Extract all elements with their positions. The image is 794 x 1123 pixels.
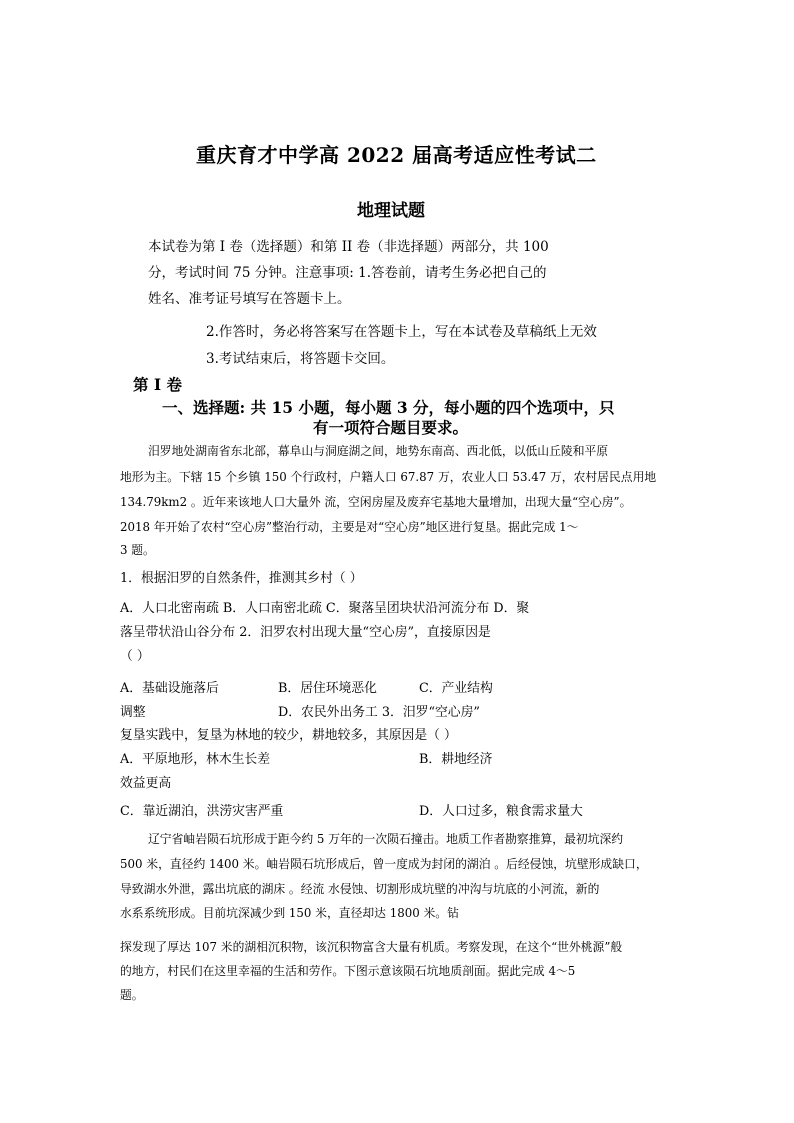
volume-label: 第 I 卷 xyxy=(133,375,183,394)
instruction-line: 姓名、准考证号填写在答题卡上。 xyxy=(148,291,351,307)
question-2-option-c: C．产业结构 xyxy=(419,681,493,696)
section-instruction: 有一项符合题目要求。 xyxy=(313,418,469,437)
instruction-line: 分，考试时间 75 分钟。注意事项: 1.答卷前，请考生务必把自己的 xyxy=(148,265,547,281)
question-2-answer-paren: （ ） xyxy=(120,649,150,664)
question-2-option-d-question-3-stem: D．农民外出务工 3．汨罗“空心房” xyxy=(278,705,480,720)
passage-line: 汨罗地处湖南省东北部，幕阜山与洞庭湖之间，地势东南高、西北低，以低山丘陵和平原 xyxy=(148,444,609,458)
passage-line: 导致湖水外泄，露出坑底的湖床 。经流 水侵蚀、切割形成坑壁的冲沟与坑底的小河流，新的 xyxy=(120,882,600,896)
question-1-options: A．人口北密南疏 B．人口南密北疏 C．聚落呈团块状沿河流分布 D．聚 xyxy=(120,601,530,616)
question-3-option-b-continued: 效益更高 xyxy=(120,776,172,791)
passage-line: 的地方，村民们在这里幸福的生活和劳作。下图示意该陨石坑地质剖面。据此完成 4～5 xyxy=(120,964,576,978)
question-1-stem: 1．根据汨罗的自然条件，推测其乡村（ ） xyxy=(120,571,363,586)
passage-line: 134.79km2 。近年来该地人口大量外 流，空闲房屋及废弃宅基地大量增加，出现大量“空心房”。 xyxy=(120,495,632,509)
question-3-option-b: B．耕地经济 xyxy=(419,752,493,767)
passage-line: 2018 年开始了农村“空心房”整治行动，主要是对“空心房”地区进行复垦。据此完成 1～ xyxy=(120,520,579,534)
question-2-option-a: A．基础设施落后 xyxy=(120,681,219,696)
question-3-option-a: A．平原地形，林木生长差 xyxy=(120,752,271,767)
instruction-line: 本试卷为第 I 卷（选择题）和第 II 卷（非选择题）两部分，共 100 xyxy=(148,239,549,255)
question-3-option-c: C．靠近湖泊，洪涝灾害严重 xyxy=(120,804,284,819)
question-1-option-d-question-2-stem: 落呈带状沿山谷分布 2．汨罗农村出现大量“空心房”，直接原因是 xyxy=(120,625,491,640)
passage-line: 地形为主。下辖 15 个乡镇 150 个行政村，户籍人口 67.87 万，农业人口 53.47 万，农村居民点用地 xyxy=(120,470,657,484)
question-2-option-b: B．居住环境恶化 xyxy=(278,681,377,696)
question-3-stem: 复垦实践中，复垦为林地的较少，耕地较多，其原因是（ ） xyxy=(120,728,457,743)
passage-line: 500 米，直径约 1400 米。岫岩陨石坑形成后，曾一度成为封闭的湖泊 。后经侵蚀，坑壁形成缺口， xyxy=(120,857,648,871)
subject-title: 地理试题 xyxy=(357,201,425,221)
instruction-line: 2.作答时，务必将答案写在答题卡上，写在本试卷及草稿纸上无效 xyxy=(206,324,597,340)
passage-line: 题。 xyxy=(120,988,144,1002)
passage-line: 3 题。 xyxy=(120,543,155,557)
passage-line: 辽宁省岫岩陨石坑形成于距今约 5 万年的一次陨石撞击。地质工作者勘察推算，最初坑深约 xyxy=(148,832,624,846)
exam-title: 重庆育才中学高 2022 届高考适应性考试二 xyxy=(196,143,597,167)
section-instruction: 一、选择题: 共 15 小题，每小题 3 分，每小题的四个选项中，只 xyxy=(162,398,615,417)
passage-line: 探发现了厚达 107 米的湖相沉积物，该沉积物富含大量有机质。考察发现，在这个“世外桃源”般 xyxy=(120,940,623,954)
question-3-option-d: D．人口过多，粮食需求量大 xyxy=(419,804,583,819)
passage-line: 水系系统形成。目前坑深减少到 150 米，直径却达 1800 米。钻 xyxy=(120,906,459,920)
question-2-option-c-continued: 调整 xyxy=(120,705,146,720)
instruction-line: 3.考试结束后，将答题卡交回。 xyxy=(206,351,395,367)
